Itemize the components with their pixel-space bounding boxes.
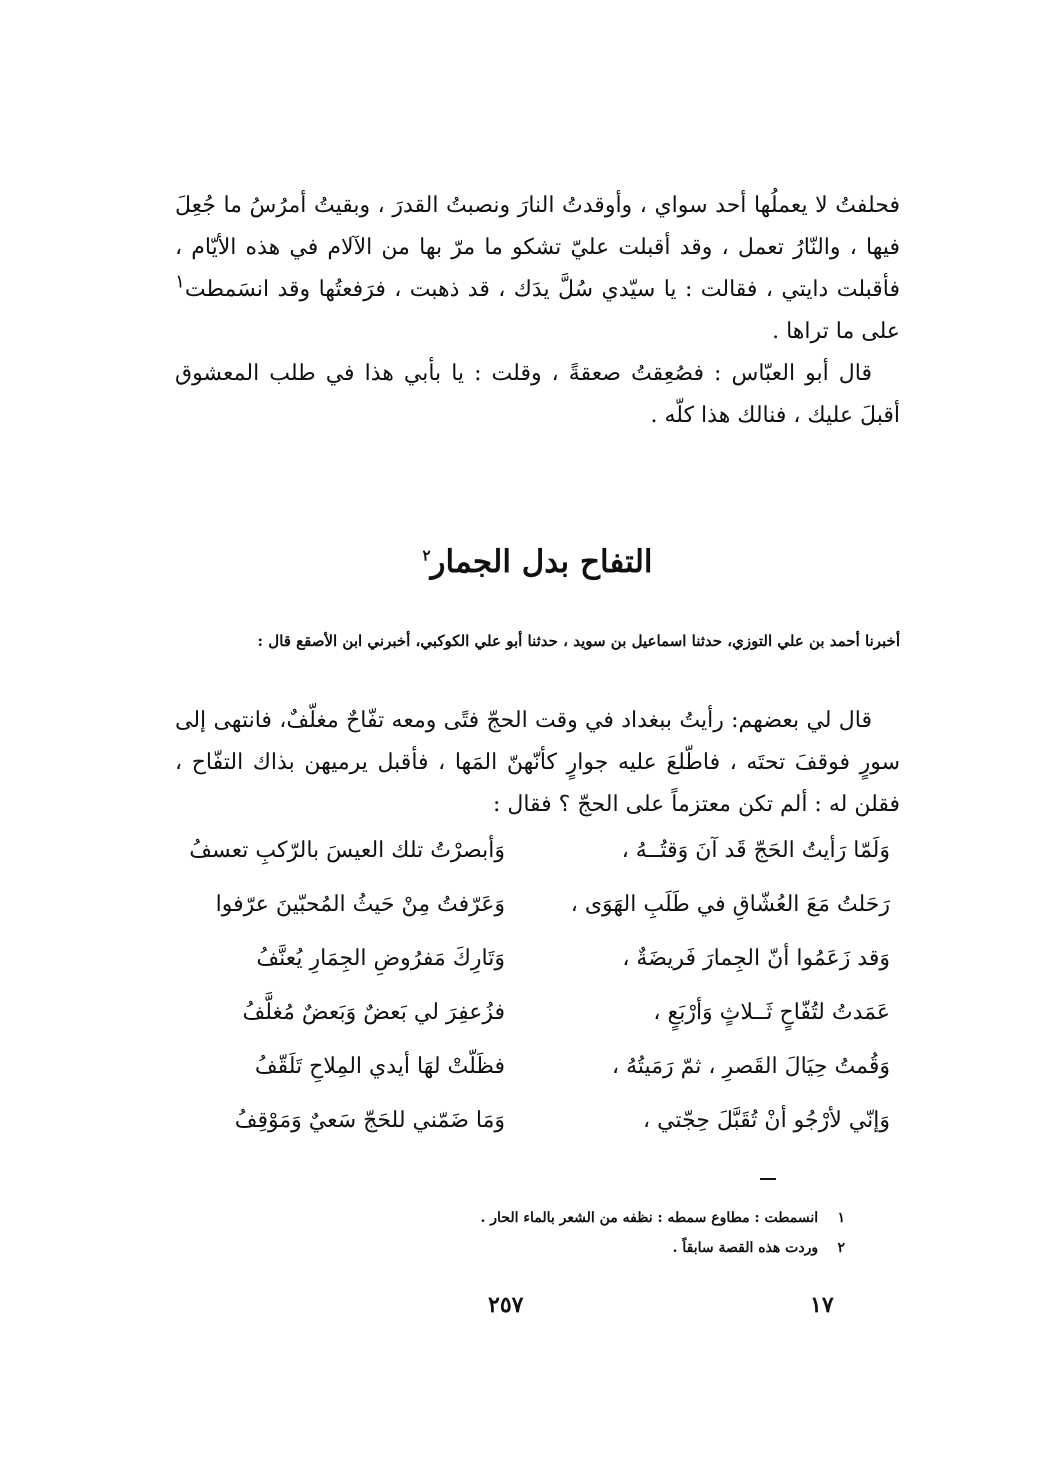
poem-verse — [160, 985, 890, 1039]
verse-first-hemistich: وَإنّي لأرْجُو أنْ تُقَبَّلَ حِجّتي ، — [643, 1107, 890, 1133]
verse-first-hemistich: وَقد زَعَمُوا أنّ الجِمارَ فَريضَةٌ ، — [622, 945, 890, 971]
verse-second-hemistich: وَأبصرْتُ تلك العيسَ بالرّكبِ تعسفُ — [189, 837, 505, 863]
paragraph-1a-tail: على ما تراها . — [772, 319, 900, 344]
poem-verse — [160, 877, 890, 931]
story-title — [175, 540, 900, 584]
poem — [160, 823, 890, 1147]
verse-first-hemistich: وَقُمتُ حِيَالَ القَصرِ ، ثمّ رَمَيتُهُ ، — [612, 1053, 890, 1079]
paragraph-1b: قال أبو العبّاس : فصُعِقتُ صعقةً ، وقلت : يا بأبي هذا في طلب المعشوق أقبلَ عليك ، فنالك هذا كلّه . — [175, 361, 900, 428]
verse-first-hemistich: رَحَلتُ مَعَ العُشّاقِ في طَلَبِ الهَوَى ، — [570, 891, 890, 917]
verse-second-hemistich: فزُعفِرَ لي بَعضٌ وَبَعضٌ مُغلَّفُ — [242, 999, 505, 1025]
footnote-2 — [400, 1233, 845, 1263]
poem-verse — [160, 931, 890, 985]
story-title-text: التفاح بدل الجمار — [430, 544, 653, 580]
signature-number: ١٧ — [810, 1292, 834, 1318]
isnad-chain: أخبرنا أحمد بن علي التوزي، حدثنا اسماعيل بن سويد ، حدثنا أبو علي الكوكبي، أخبرني ابن الأصقع قال : — [257, 632, 900, 650]
poem-verse — [160, 1039, 890, 1093]
footnote-number: ٢ — [837, 1240, 845, 1256]
footnote-text: انسمطت : مطاوع سمطه : نظفه من الشعر بالماء الحار . — [480, 1210, 819, 1226]
verse-second-hemistich: وَعَرّفتُ مِنْ حَيثُ المُحبّينَ عرّفوا — [215, 891, 505, 917]
poem-verse — [160, 1093, 890, 1147]
verse-first-hemistich: وَلَمّا رَأيتُ الحَجّ قَد آنَ وَقتُــهُ ، — [621, 837, 890, 863]
paragraph-1a — [175, 185, 900, 353]
footnotes — [400, 1203, 845, 1263]
verse-second-hemistich: وَمَا ضَمّني للحَجّ سَعيٌ وَمَوْقِفُ — [234, 1107, 505, 1133]
verse-first-hemistich: عَمَدتُ لتُفّاحٍ ثَــلاثٍ وَأرْبَعٍ ، — [653, 999, 890, 1025]
footnote-ref-1: ١ — [175, 271, 185, 293]
page-number: ٢٥٧ — [488, 1292, 524, 1318]
footnote-separator — [760, 1178, 776, 1180]
verse-second-hemistich: وَتَارِكَ مَفرُوضِ الجِمَارِ يُعنَّفُ — [256, 945, 505, 971]
footnote-number: ١ — [837, 1210, 845, 1226]
paragraph-1a-text: فحلفتُ لا يعملُها أحد سواي ، وأوقدتُ النارَ ونصبتُ القدرَ ، وبقيتُ أمرُسُ ما جُعِلَ فيها ، والنّارُ تعمل ، وقد أقبلت عليّ تشكو ما مرّ بها من الآلام في هذه الأيّام ، فأقبلت دايتي ، فقالت : يا سيّدي سُلَّ يدَك ، قد ذهبت ، فرَفعتُها وقد انسَمطت — [175, 193, 900, 302]
poem-verse — [160, 823, 890, 877]
footnote-ref-2: ٢ — [422, 546, 431, 565]
footnote-1 — [400, 1203, 845, 1233]
story-paragraph — [175, 700, 900, 826]
opening-paragraphs — [175, 185, 900, 437]
story-paragraph-text: قال لي بعضهم: رأيتُ ببغداد في وقت الحجّ فتًى ومعه تفّاحٌ مغلّفٌ، فانتهى إلى سورٍ فوقفَ تحتَه ، فاطّلعَ عليه جوارٍ كأنّهنّ المَها ، فأقبل يرميهن بذاك التفّاح ، فقلن له : ألم تكن معتزماً على الحجّ ؟ فقال : — [175, 708, 900, 817]
verse-second-hemistich: فظَلّتْ لهَا أيدي المِلاحِ تَلَقّفُ — [254, 1053, 505, 1079]
footnote-text: وردت هذه القصة سابقاً . — [672, 1240, 819, 1256]
